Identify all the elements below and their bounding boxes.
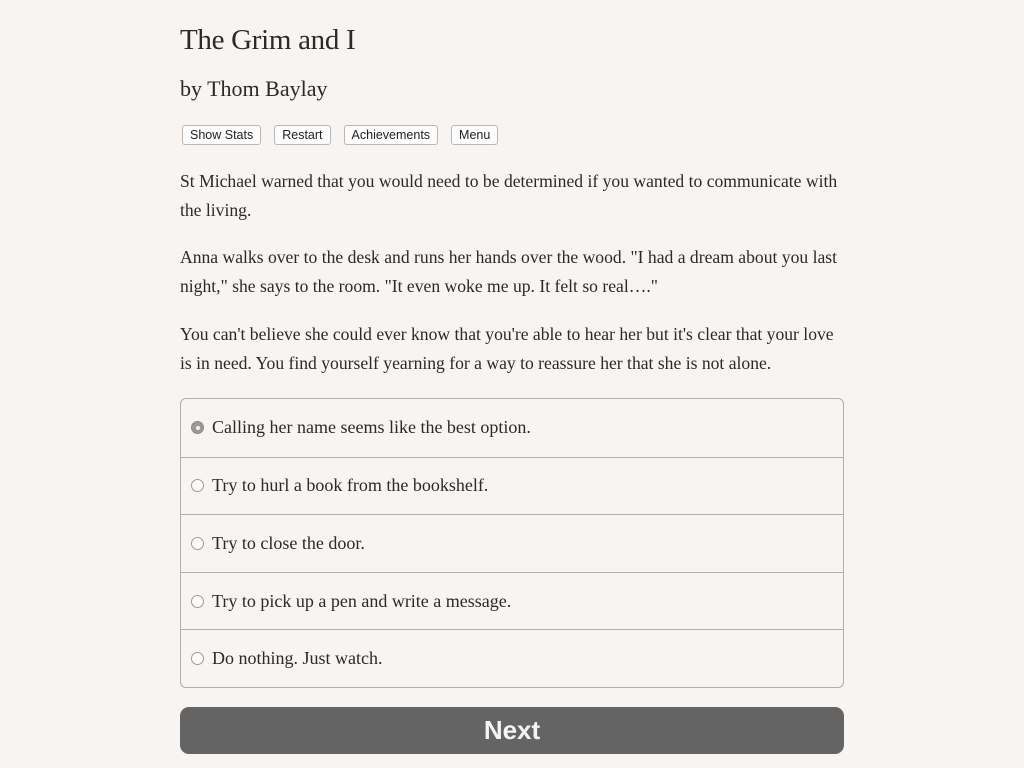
- choice-label: Calling her name seems like the best option.: [212, 417, 531, 438]
- toolbar: [182, 125, 498, 145]
- radio-icon[interactable]: [191, 479, 204, 492]
- next-button[interactable]: Next: [180, 707, 844, 754]
- story-paragraph: Anna walks over to the desk and runs her hands over the wood. "I had a dream about you last night," she says to the room. "It even woke me up. It felt so real….": [180, 247, 837, 296]
- choice-label: Try to pick up a pen and write a message.: [212, 590, 512, 611]
- choice-list: [180, 398, 844, 688]
- choice-option[interactable]: [181, 457, 843, 515]
- choice-option[interactable]: [181, 629, 843, 687]
- story-paragraph: You can't believe she could ever know that you're able to hear her but it's clear that your love is in need. You find yourself yearning for a way to reassure her that she is not alone.: [180, 324, 834, 373]
- choice-label: Try to close the door.: [212, 532, 365, 553]
- show-stats-button[interactable]: Show Stats: [182, 125, 261, 145]
- radio-icon[interactable]: [191, 652, 204, 665]
- achievements-button[interactable]: Achievements: [344, 125, 439, 145]
- story-paragraph: St Michael warned that you would need to be determined if you wanted to communicate with the living.: [180, 171, 838, 220]
- choice-label: Do nothing. Just watch.: [212, 648, 383, 669]
- choice-option[interactable]: [181, 399, 843, 457]
- choice-label: Try to hurl a book from the bookshelf.: [212, 475, 489, 496]
- menu-button[interactable]: Menu: [451, 125, 498, 145]
- choice-option[interactable]: [181, 514, 843, 572]
- game-title: The Grim and I: [180, 24, 356, 56]
- radio-icon[interactable]: [191, 537, 204, 550]
- restart-button[interactable]: Restart: [274, 125, 330, 145]
- radio-icon[interactable]: [191, 595, 204, 608]
- radio-selected-icon[interactable]: [191, 421, 204, 434]
- game-author: by Thom Baylay: [180, 76, 328, 101]
- choice-option[interactable]: [181, 572, 843, 630]
